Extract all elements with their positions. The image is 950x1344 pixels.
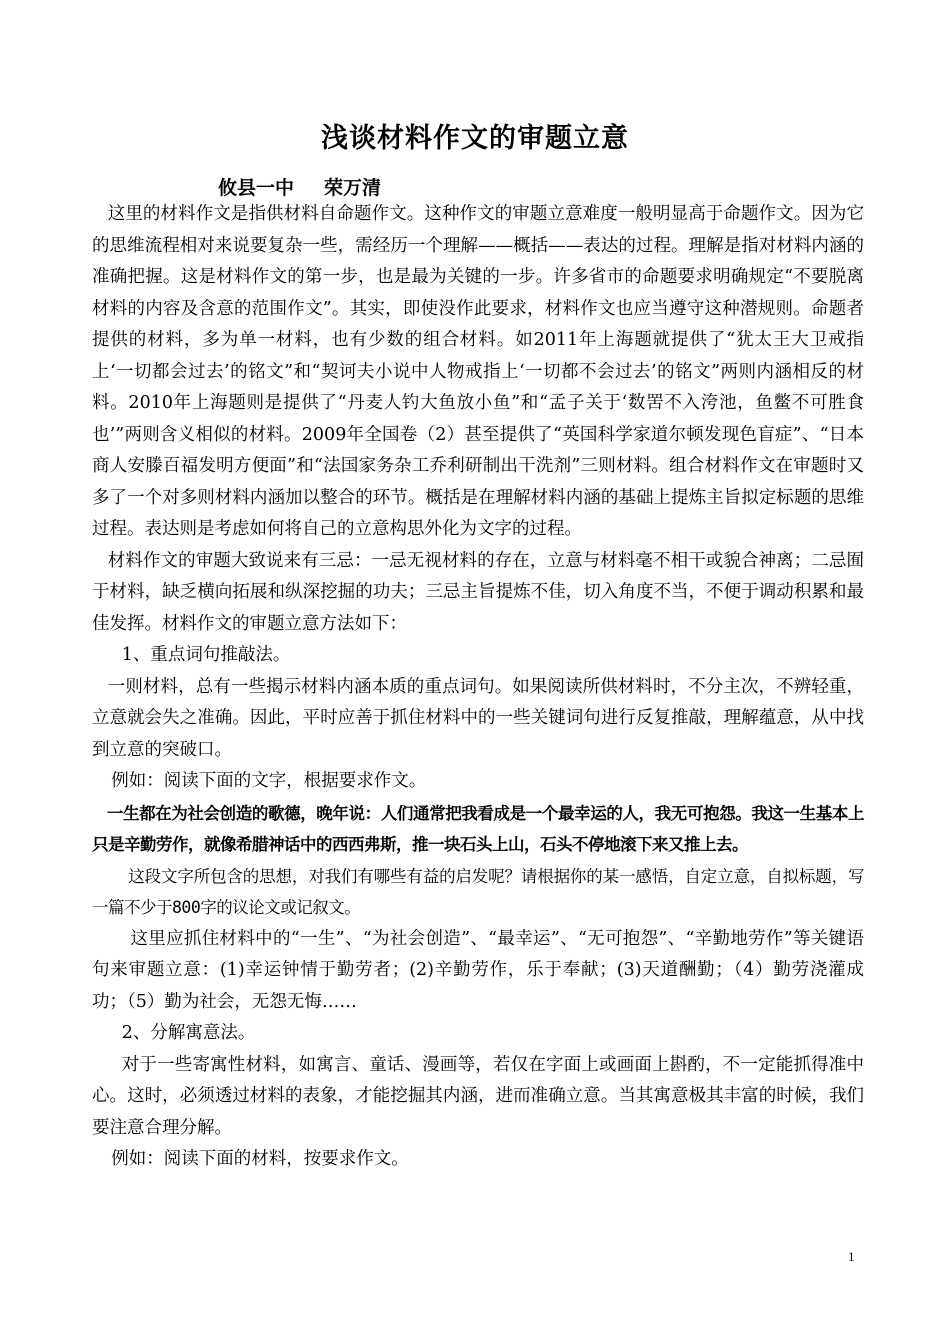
author-line [218,173,411,200]
author-name: 荣万清 [324,177,382,199]
article-body [92,199,864,1176]
paragraph-method-1: 一则材料，总有一些揭示材料内涵本质的重点词句。如果阅读所供材料时，不分主次，不辨轻重，立意就会失之准确。因此，平时应善于抓住材料中的一些关键词句进行反复推敲，理解蕴意，从中找到立意的突破口。 [92,676,864,760]
paragraph-example-1: 例如：阅读下面的文字，根据要求作文。 [111,771,427,791]
paragraph-goethe-quote: 一生都在为社会创造的歌德，晚年说：人们通常把我看成是一个最幸运的人，我无可抱怨。我这一生基本上只是辛勤劳作，就像希腊神话中的西西弗斯，推一块石头上山，石头不停地滚下来又推上去。 [92,803,864,854]
paragraph-three-taboos: 材料作文的审题大致说来有三忌：一忌无视材料的存在，立意与材料毫不相干或貌合神离；二忌囿于材料，缺乏横向拓展和纵深挖掘的功夫；三忌主旨提炼不佳，切入角度不当，不便于调动积累和最佳发挥。材料作文的审题立意方法如下： [92,550,864,634]
section-heading-2: 2、分解寓意法。 [121,1023,256,1043]
paragraph-prompt: 这段文字所包含的思想，对我们有哪些有益的启发呢？请根据你的某一感悟，自定立意，自拟标题，写一篇不少于800字的议论文或记叙文。 [92,866,864,917]
author-school: 攸县一中 [218,177,295,199]
paragraph-method-2: 对于一些寄寓性材料，如寓言、童话、漫画等，若仅在字面上或画面上斟酌，不一定能抓得准中心。这时，必须透过材料的表象，才能挖掘其内涵，进而准确立意。当其寓意极其丰富的时候，我们要注意合理分解。 [92,1054,864,1138]
page-title: 浅谈材料作文的审题立意 [321,123,629,154]
page-number: 1 [848,1249,855,1264]
paragraph-example-2: 例如：阅读下面的材料，按要求作文。 [111,1149,409,1169]
paragraph-analysis: 这里应抓住材料中的“一生”、“为社会创造”、“最幸运”、“无可抱怨”、“辛勤地劳作”等关键语句来审题立意：(1)幸运钟情于勤劳者；(2)辛勤劳作，乐于奉献；(3)天道酬勤；（4）勤劳浇灌成功；（5）勤为社会，无怨无悔…… [92,928,864,1012]
section-heading-1: 1、重点词句推敲法。 [121,645,291,665]
paragraph-intro: 这里的材料作文是指供材料自命题作文。这种作文的审题立意难度一般明显高于命题作文。因为它的思维流程相对来说要复杂一些，需经历一个理解——概括——表达的过程。理解是指对材料内涵的准确把握。这是材料作文的第一步，也是最为关键的一步。许多省市的命题要求明确规定“不要脱离材料的内容及含意的范围作文”。其实，即使没作此要求，材料作文也应当遵守这种潜规则。命题者提供的材料，多为单一材料，也有少数的组合材料。如2011年上海题就提供了“犹太王大卫戒指上‘一切都会过去’的铭文”和“契诃夫小说中人物戒指上‘一切都不会过去’的铭文”两则内涵相反的材料。2010年上海题则是提供了“丹麦人钓大鱼放小鱼”和“孟子关于‘数罟不入洿池，鱼鳖不可胜食也’”两则含义相似的材料。2009年全国卷（2）甚至提供了“英国科学家道尔顿发现色盲症”、“日本商人安滕百福发明方便面”和“法国家务杂工乔利研制出干洗剂”三则材料。组合材料作文在审题时又多了一个对多则材料内涵加以整合的环节。概括是在理解材料内涵的基础上提炼主旨拟定标题的思维过程。表达则是考虑如何将自己的立意构思外化为文字的过程。 [92,204,864,539]
